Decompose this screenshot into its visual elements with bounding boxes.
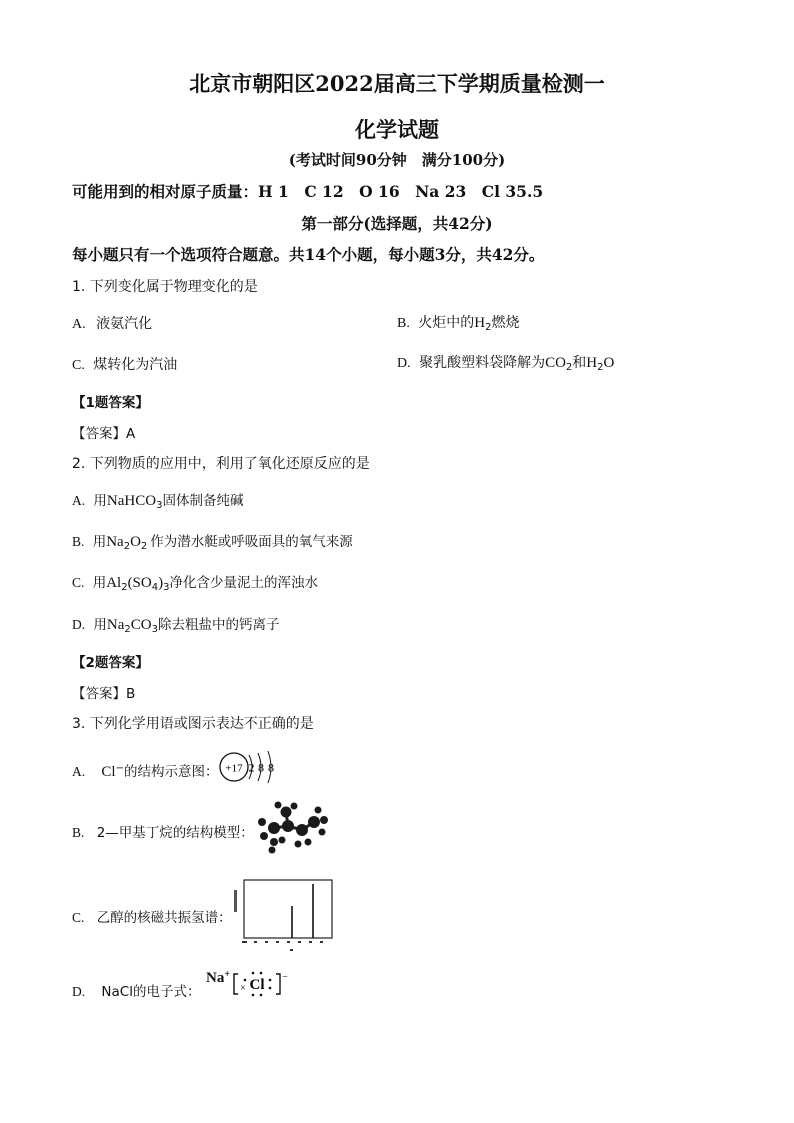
nmr-spectrum-image xyxy=(232,876,340,956)
q2-stem: 2. 下列物质的应用中，利用了氧化还原反应的是 xyxy=(72,456,370,472)
ball-and-stick-model-image xyxy=(252,800,332,858)
shell-electrons-3: 8 xyxy=(268,760,274,775)
q2-option-d[interactable]: D. 用$Na_2CO_3$除去粗盐中的钙离子 xyxy=(72,617,280,635)
chloride-lewis-structure xyxy=(232,970,288,998)
chloride-charge: − xyxy=(282,972,288,983)
y-axis-label-mark xyxy=(234,890,237,912)
q2-option-b[interactable]: B. 用$Na_2O_2$ 作为潜水艇或呼吸面具的氧气来源 xyxy=(72,534,353,552)
q3-option-a[interactable]: A. Cl−的结构示意图： xyxy=(72,763,219,780)
axis-tick-marks xyxy=(242,941,323,951)
chloride-ion-structure-diagram xyxy=(218,747,280,787)
part1-heading: 第一部分(选择题，共42分) xyxy=(301,214,493,233)
q2-option-c[interactable]: C. 用$Al_2(SO_4)_3$净化含少量泥土的浑浊水 xyxy=(72,575,318,593)
right-bracket xyxy=(276,974,280,994)
subject-title: 化学试题 xyxy=(355,117,439,142)
q1-option-d[interactable]: D. 聚乳酸塑料袋降解为$CO_2$和$H_2O$ xyxy=(397,355,615,373)
spectrum-frame xyxy=(244,880,332,938)
cross-electron-mark: × xyxy=(240,983,246,994)
nacl-electron-formula: Na+ xyxy=(206,969,231,986)
q1-option-c[interactable]: C. 煤转化为汽油 xyxy=(72,357,178,373)
chlorine-symbol: Cl xyxy=(249,977,265,993)
q1-answer-heading: 【1题答案】 xyxy=(72,395,149,411)
q2-answer: 【答案】B xyxy=(72,686,136,702)
q2-option-a[interactable]: A. 用NaHCO$_3$固体制备纯碱 xyxy=(72,493,244,511)
q3-option-b[interactable]: B. 2—甲基丁烷的结构模型： xyxy=(72,825,254,841)
shell-electrons-2: 8 xyxy=(258,760,264,775)
q1-option-a[interactable]: A. 液氨汽化 xyxy=(72,316,153,332)
left-bracket xyxy=(234,974,238,994)
q3-option-d[interactable]: D. NaCl的电子式： xyxy=(72,984,201,1000)
instructions: 每小题只有一个选项符合题意。共14个小题，每小题3分，共42分。 xyxy=(72,245,545,264)
shell-electrons-1: 2 xyxy=(248,760,255,775)
q1-answer: 【答案】A xyxy=(72,426,136,442)
page-title: 北京市朝阳区2022届高三下学期质量检测一 xyxy=(189,71,605,96)
q3-option-c[interactable]: C. 乙醇的核磁共振氢谱： xyxy=(72,910,232,926)
q2-answer-heading: 【2题答案】 xyxy=(72,655,149,671)
q3-stem: 3. 下列化学用语或图示表达不正确的是 xyxy=(72,716,314,732)
q1-stem: 1. 下列变化属于物理变化的是 xyxy=(72,279,258,295)
nucleus-charge: +17 xyxy=(225,762,243,775)
exam-info: (考试时间90分钟 满分100分) xyxy=(288,151,506,169)
atomic-mass-line: 可能用到的相对原子质量：H 1 C 12 O 16 Na 23 Cl 35.5 xyxy=(72,182,544,201)
q1-option-b[interactable]: B. 火炬中的$H_2$燃烧 xyxy=(397,315,520,333)
